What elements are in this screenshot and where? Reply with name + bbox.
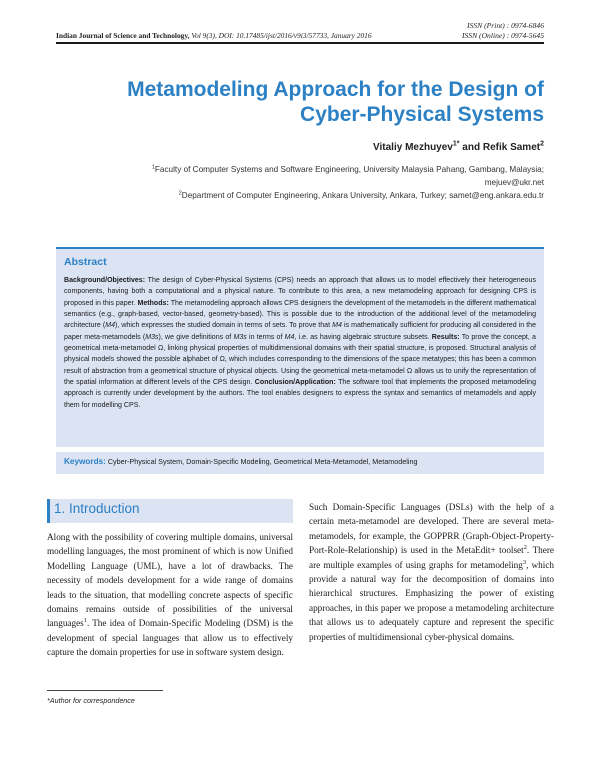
- affiliation-1-email[interactable]: mejuev@ukr.net: [484, 177, 544, 187]
- body-column-left: [47, 530, 293, 660]
- author-1-mark: 1*: [452, 140, 460, 148]
- issn-print: ISSN (Print) : 0974-6846: [467, 21, 544, 30]
- author-1: Vitaliy Mezhuyev: [373, 142, 453, 153]
- affiliation-2-text: Department of Computer Engineering, Ankara University, Ankara, Turkey; samet@eng.ankara.edu.tr: [181, 191, 544, 200]
- abstract-methods-text: , i.e. as having algebraic structure subsets.: [294, 333, 430, 341]
- author-list: [373, 142, 544, 153]
- intro-paragraph-1-cont: . The idea of Domain-Specific Modeling (DSM) is the development of special languages that allow us to effectively capture the domain properties for use in software system design.: [47, 618, 293, 658]
- body-column-right: [309, 500, 554, 644]
- footnote-correspondence: *Author for correspondence: [47, 696, 135, 705]
- keywords-box: [56, 452, 544, 474]
- abstract-background-text: The design of Cyber-Physical Systems (CPS) needs an approach that allows us to model effectively their heterogeneous components, having both a computational and a physical nature. To contribute to this area, a new metamodeling approach for designing CPS is proposed in this paper.: [64, 277, 536, 307]
- abstract-conclusion-text: The software tool that implements the proposed metamodeling approach is currently under development by the authors. The tool enables designers to express the syntax and semantics of metamodels and apply them for modelling CPS.: [64, 379, 537, 409]
- intro-paragraph-2-cont: . There are multiple examples of using graphs for metamodeling: [309, 545, 554, 570]
- citation-ref[interactable]: 3: [522, 558, 527, 566]
- affiliation-1: [74, 164, 544, 189]
- abstract-methods-text: ), we give definitions of: [158, 333, 232, 341]
- abstract-methods-text: in terms of: [249, 333, 283, 341]
- keywords-text: Cyber-Physical System, Domain-Specific Modeling, Geometrical Meta-Metamodel, Metamodeling: [107, 457, 418, 466]
- abstract-heading: Abstract: [64, 256, 107, 268]
- affiliation-2-mark: 2: [178, 190, 182, 197]
- abstract-methods-text: is mathematically sufficient for producing all considered in the paper meta-metamodels (: [64, 322, 536, 341]
- abstract-background-label: Background/Objectives:: [64, 277, 146, 284]
- abstract-methods-label: Methods:: [137, 299, 169, 307]
- abstract-methods-text: ), which expresses the studied domain in terms of sets. To prove that: [115, 322, 331, 330]
- title-line-2: Cyber-Physical Systems: [300, 103, 544, 126]
- paper-title: [110, 77, 544, 127]
- author-2: Refik Samet: [482, 142, 541, 153]
- journal-volume: Vol 9(3), DOI: 10.17485/ijst/2016/v9i3/57733, January 2016: [191, 31, 372, 40]
- abstract-results-text: To prove the concept, a geometrical meta-metamodel Ω, linking physical properties of multidimensional domains with their spatial structure, is proposed. Structural analysis of physical models showed the possible alphabet of Ω, which includes corresponding to the dimensions of the space metatypes; this has been a common result of abstraction from a geometrical structure of physical objects. Using the geometrical meta-metamodel Ω allows us to unify the representation of the spatial information at different levels of the CPS design.: [64, 333, 536, 387]
- intro-paragraph-2-end: , which provide a natural way for the decomposition of domains into hierarchical structures. Emphasizing the power of existing approaches, in this paper we propose a metamodeling architecture that allows us to adequately capture and represent the specific properties of multidimensional cyber-physical domains.: [309, 559, 554, 642]
- abstract-term: M4: [105, 322, 115, 330]
- section-heading-introduction: 1. Introduction: [47, 499, 293, 523]
- abstract-term: M4: [284, 333, 295, 341]
- abstract-methods-text: The metamodeling approach allows CPS designers the development of the metamodels in the different mathematical semantics (e.g., graph-based, vector-based, geometry-based). This is possible due to the introduction of the additional level of the metamodeling architecture (: [64, 299, 536, 330]
- journal-name: Indian Journal of Science and Technology,: [56, 31, 190, 40]
- abstract-body: [64, 275, 536, 411]
- header-divider: [56, 42, 544, 44]
- abstract-term: M3s: [145, 333, 159, 341]
- intro-paragraph-2: Such Domain-Specific Languages (DSLs) with the help of a certain meta-metamodel are developed. There are several meta-metamodels, for example, the GOPPRR (Graph-Object-Property-Port-Role-Relationship) is used in the MetaEdit+ toolset: [309, 502, 554, 556]
- abstract-term: M4: [332, 322, 342, 330]
- keywords-label: Keywords:: [64, 457, 106, 466]
- title-line-1: Metamodeling Approach for the Design of: [127, 78, 544, 101]
- abstract-term: M3s: [233, 333, 247, 341]
- issn-online: ISSN (Online) : 0974-5645: [461, 30, 544, 40]
- footnote-divider: [47, 690, 163, 691]
- citation-ref[interactable]: 1: [83, 617, 87, 625]
- affiliation-1-text: Faculty of Computer Systems and Software Engineering, University Malaysia Pahang, Gambang, Malaysia;: [154, 165, 544, 174]
- author-2-mark: 2: [540, 140, 544, 148]
- author-join: and: [462, 142, 481, 153]
- intro-paragraph-1: Along with the possibility of covering multiple domains, universal modelling languages, the most prominent of which is now Unified Modelling Language (UML), have a lot of drawbacks. The necessity of models development for a wide range of domains leads to the situation, that modelling concrete aspects of specific domains remains outside of possibilities of the universal languages: [47, 532, 293, 629]
- affiliation-1-mark: 1: [151, 164, 155, 171]
- citation-ref[interactable]: 2: [523, 544, 527, 552]
- abstract-results-label: Results:: [431, 333, 460, 341]
- affiliation-2: [74, 190, 544, 203]
- abstract-box: [56, 247, 544, 447]
- journal-citation: [56, 31, 506, 40]
- abstract-conclusion-label: Conclusion/Application:: [254, 379, 336, 387]
